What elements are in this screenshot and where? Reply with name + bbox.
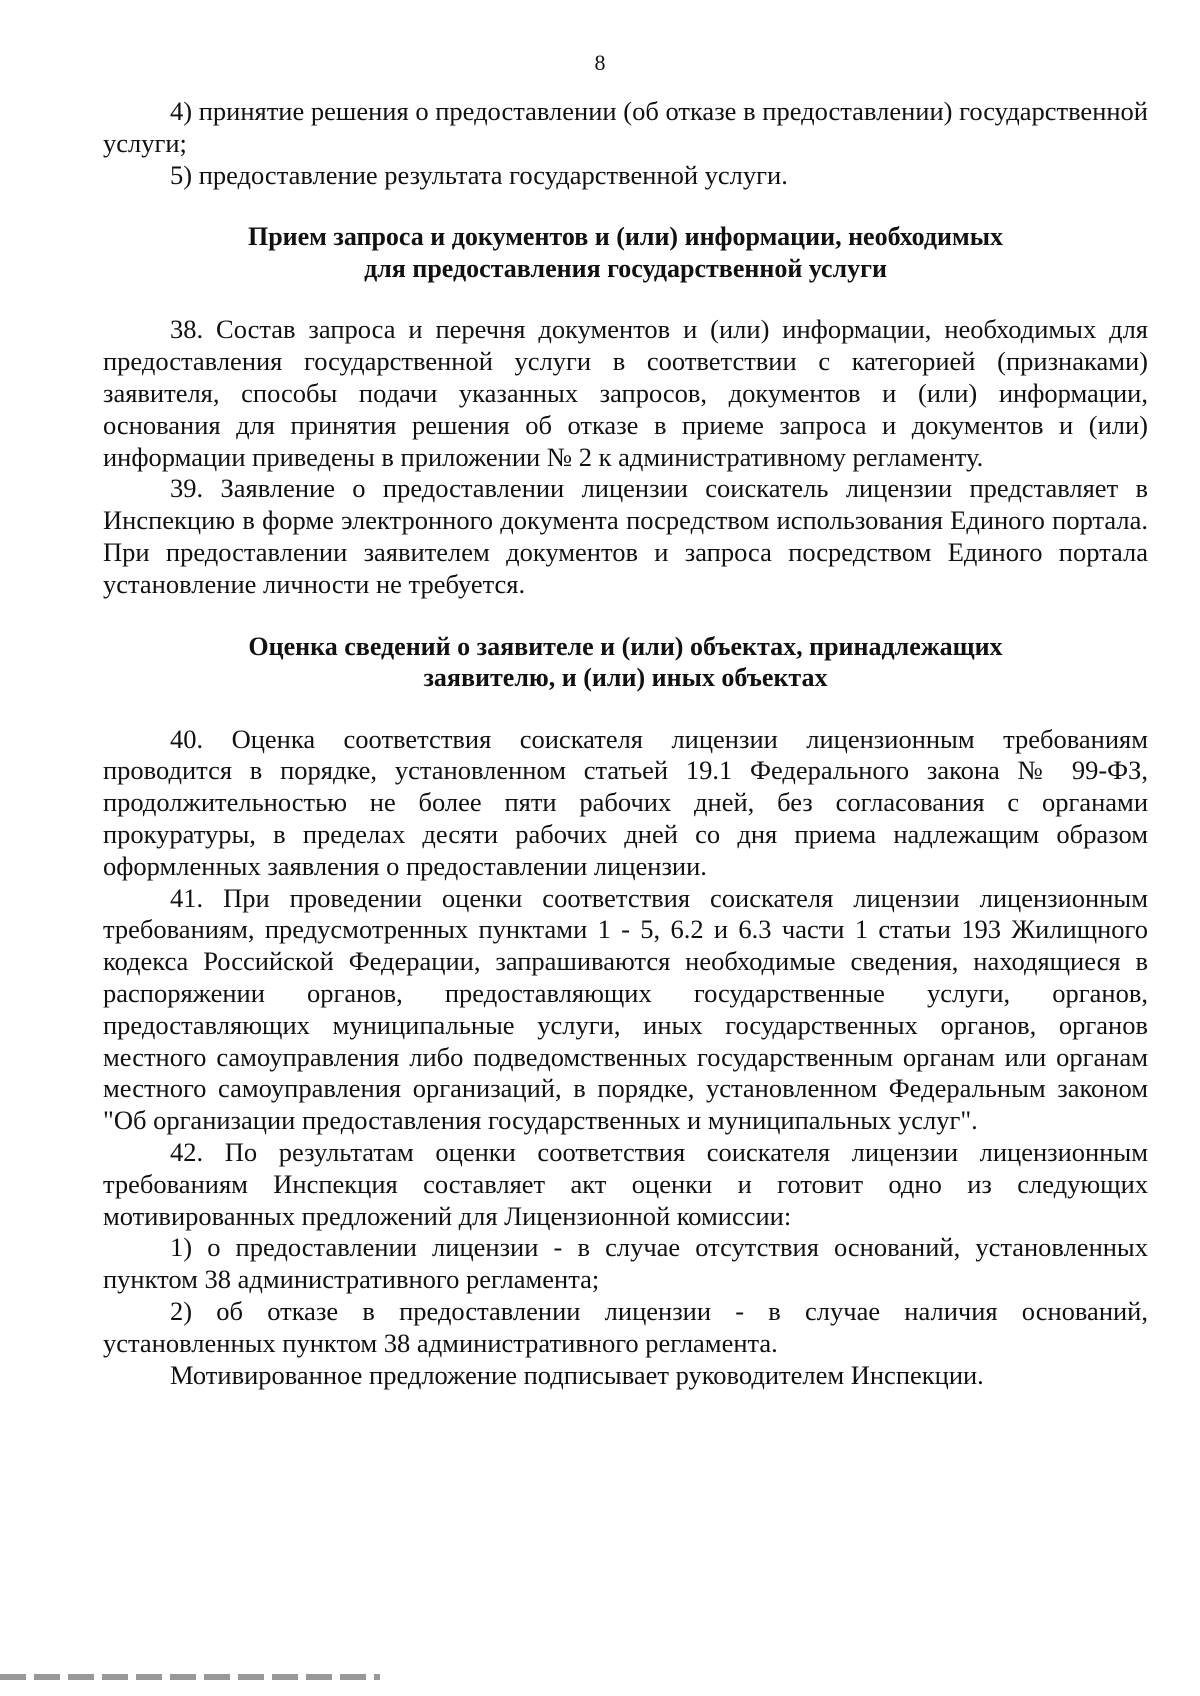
- section-heading-line: Оценка сведений о заявителе и (или) объектах, принадлежащих: [248, 631, 1003, 661]
- section-heading-line: для предоставления государственной услуги: [364, 253, 887, 283]
- section-heading-line: заявителю, и (или) иных объектах: [423, 663, 828, 693]
- paragraph-38: 38. Состав запроса и перечня документов и (или) информации, необходимых для предоставления государственной услуги в соответствии с категорией (признаками) заявителя, способы подачи указанных запросов, документов и (или) информации, основания для принятия решения об отказе в приеме запроса и документов и (или) информации приведены в приложении № 2 к административному регламенту.: [103, 314, 1148, 472]
- paragraph-39: 39. Заявление о предоставлении лицензии соискатель лицензии представляет в Инспекцию в форме электронного документа посредством использования Единого портала. При предоставлении заявителем документов и запроса посредством Единого портала установление личности не требуется.: [103, 473, 1148, 599]
- page-number: 8: [594, 50, 606, 75]
- scan-edge-artifact: [0, 1674, 380, 1680]
- paragraph-41: 41. При проведении оценки соответствия соискателя лицензии лицензионным требованиям, предусмотренных пунктами 1 - 5, 6.2 и 6.3 части 1 статьи 193 Жилищного кодекса Российской Федерации, запрашиваются необходимые сведения, находящиеся в распоряжении органов, предоставляющих государственные услуги, органов, предоставляющих муниципальные услуги, иных государственных органов, органов местного самоуправления либо подведомственных государственным органам или органам местного самоуправления организаций, в порядке, установленном Федеральным законом "Об организации предоставления государственных и муниципальных услуг".: [103, 882, 1148, 1136]
- closing-sentence: Мотивированное предложение подписывает руководителем Инспекции.: [170, 1359, 984, 1390]
- paragraph-42-item-2: 2) об отказе в предоставлении лицензии - в случае наличия оснований, установленных пунктом 38 административного регламента.: [103, 1295, 1148, 1358]
- paragraph-40: 40. Оценка соответствия соискателя лицензии лицензионным требованиям проводится в порядке, установленном статьей 19.1 Федерального закона № 99-ФЗ, продолжительностью не более пяти рабочих дней, без согласования с органами прокуратуры, в пределах десяти рабочих дней со дня приема надлежащим образом оформленных заявления о предоставлении лицензии.: [103, 723, 1148, 881]
- list-item-5: 5) предоставление результата государственной услуги.: [170, 159, 788, 190]
- section-heading-line: Прием запроса и документов и (или) информации, необходимых: [247, 222, 1004, 252]
- document-body: [103, 96, 1148, 1391]
- section-heading-reception: [103, 221, 1148, 284]
- list-item-4: 4) принятие решения о предоставлении (об отказе в предоставлении) государственной услуги;: [103, 96, 1148, 158]
- paragraph-42: 42. По результатам оценки соответствия соискателя лицензии лицензионным требованиям Инспекция составляет акт оценки и готовит одно из следующих мотивированных предложений для Лицензионной комиссии:: [103, 1136, 1148, 1231]
- paragraph-42-item-1: 1) о предоставлении лицензии - в случае отсутствия оснований, установленных пунктом 38 административного регламента;: [103, 1232, 1148, 1295]
- section-heading-assessment: [103, 631, 1148, 694]
